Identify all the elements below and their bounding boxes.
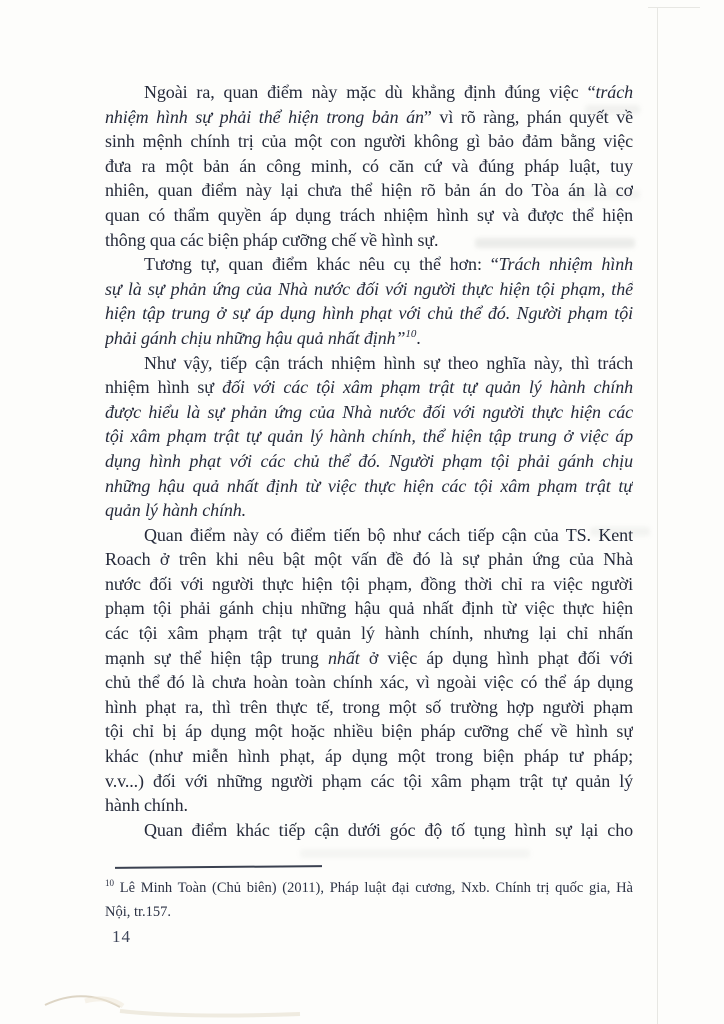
text-segment: ” vì rõ ràng, phán quyết về — [423, 106, 633, 127]
text-line — [105, 449, 633, 474]
text-line — [105, 154, 633, 179]
text-segment: đối với các tội xâm phạm trật tự quản lý hành chính — [222, 377, 633, 398]
bleed-smudge — [300, 849, 530, 858]
text-segment: tội xâm phạm trật tự quản lý hành chính, thể hiện tập trung ở việc áp — [105, 426, 633, 447]
text-line — [105, 277, 633, 302]
text-segment: phạm tội phải gánh chịu những hậu quả nhất định từ việc thực hiện — [105, 598, 633, 619]
page-edge-right — [657, 8, 658, 1024]
text-line — [105, 178, 633, 203]
text-column — [105, 80, 633, 842]
text-segment: . — [416, 327, 421, 348]
text-segment: Lê Minh Toàn (Chủ biên) (2011), Pháp luật đại cương, Nxb. Chính trị quốc gia, Hà — [114, 880, 633, 896]
text-line — [105, 596, 633, 621]
text-line — [105, 252, 633, 277]
text-line — [105, 900, 633, 924]
text-line — [105, 876, 633, 900]
text-segment: đưa ra một bản án công minh, có căn cứ và đúng pháp luật, tuy — [105, 155, 633, 176]
text-line — [105, 547, 633, 572]
text-line — [105, 80, 633, 105]
text-segment: nhiệm hình sự — [105, 377, 223, 398]
text-segment: chủ thể đó là chưa hoàn toàn chính xác, vì ngoài việc có thể áp dụng — [105, 672, 633, 693]
text-line — [105, 129, 633, 154]
text-line — [105, 203, 633, 228]
text-segment: dụng hình phạt với các chủ thể đó. Người phạm tội phải gánh chịu — [105, 450, 633, 471]
scan-artifact-curve — [25, 983, 325, 1023]
text-segment: các tội xâm phạm trật tự quản lý hành chính, nhưng lại chỉ nhấn — [105, 623, 633, 644]
text-segment: hình phạt ra, thì trên thực tế, trong một số trường hợp người phạm — [105, 696, 633, 717]
text-segment: sự là sự phản ứng của Nhà nước đối với người thực hiện tội phạm, thể — [105, 278, 633, 299]
paragraph — [105, 523, 633, 818]
text-line — [105, 719, 633, 744]
text-segment: những hậu quả nhất định từ việc thực hiện các tội xâm phạm trật tự — [105, 475, 633, 496]
page-corner-mark — [648, 7, 700, 8]
text-segment: nhiệm hình sự phải thể hiện trong bản án — [105, 106, 424, 127]
text-line — [105, 572, 633, 597]
text-line — [105, 793, 633, 818]
paragraph — [105, 252, 633, 350]
footnote-separator — [115, 865, 322, 869]
text-segment: Tương tự, quan điểm khác nêu cụ thể hơn: “ — [144, 254, 499, 275]
text-line — [105, 646, 633, 671]
text-segment: phải gánh chịu những hậu quả nhất định” — [105, 327, 406, 348]
text-segment: 10 — [405, 327, 417, 340]
text-line — [105, 228, 633, 253]
text-segment: v.v...) đối với những người phạm các tội xâm phạm trật tự quản lý — [105, 770, 633, 791]
text-segment: nhất — [328, 647, 360, 668]
text-segment: Ngoài ra, quan điểm này mặc dù khẳng định đúng việc “ — [144, 82, 596, 102]
text-segment: trách — [595, 82, 633, 102]
text-line — [105, 769, 633, 794]
text-line — [105, 621, 633, 646]
paragraph — [105, 818, 633, 843]
text-line — [105, 498, 633, 523]
text-segment: quản lý hành chính. — [105, 500, 247, 521]
text-segment: Như vậy, tiếp cận trách nhiệm hình sự theo nghĩa này, thì trách — [144, 352, 633, 373]
text-segment: nhiên, quan điểm này lại chưa thể hiện rõ bản án do Tòa án là cơ — [105, 180, 633, 201]
text-segment: mạnh sự thể hiện tập trung — [105, 647, 329, 668]
text-line — [105, 400, 633, 425]
text-line — [105, 301, 633, 326]
paragraph — [105, 351, 633, 523]
text-segment: Nội, tr.157. — [105, 904, 172, 920]
text-line — [105, 326, 633, 351]
text-line — [105, 670, 633, 695]
text-line — [105, 424, 633, 449]
text-line — [105, 695, 633, 720]
text-line — [105, 375, 633, 400]
text-segment: Roach ở trên khi nêu bật một vấn đề đó là sự phản ứng của Nhà — [105, 549, 633, 570]
text-segment: khác (như miễn hình phạt, áp dụng một trong biện pháp tư pháp; — [105, 746, 633, 767]
text-line — [105, 744, 633, 769]
text-segment: hiện tập trung ở sự áp dụng hình phạt với chủ thể đó. Người phạm tội — [105, 303, 633, 324]
text-line — [105, 351, 633, 376]
footnote — [105, 876, 633, 924]
text-segment: ở việc áp dụng hình phạt đối với — [359, 647, 633, 668]
text-segment: Quan điểm khác tiếp cận dưới góc độ tố tụng hình sự lại cho — [144, 819, 633, 840]
text-segment: nước đối với người thực hiện tội phạm, đồng thời chỉ ra việc người — [105, 573, 633, 594]
text-line — [105, 523, 633, 548]
text-segment: thông qua các biện pháp cưỡng chế về hình sự. — [105, 229, 439, 250]
page-number: 14 — [112, 927, 131, 946]
text-segment: được hiểu là sự phản ứng của Nhà nước đối với người thực hiện các — [105, 401, 633, 422]
text-segment: Quan điểm này có điểm tiến bộ như cách tiếp cận của TS. Kent — [144, 524, 633, 545]
text-segment: quan có thẩm quyền áp dụng trách nhiệm hình sự và được thể hiện — [105, 204, 633, 225]
text-segment: tội chỉ bị áp dụng một hoặc nhiều biện pháp cưỡng chế về hình sự — [105, 721, 633, 742]
text-segment: 10 — [105, 878, 114, 889]
paragraph — [105, 80, 633, 252]
text-segment: Trách nhiệm hình — [498, 254, 633, 275]
text-line — [105, 105, 633, 130]
text-line — [105, 474, 633, 499]
text-line — [105, 818, 633, 843]
text-segment: sinh mệnh chính trị của một con người không gì bảo đảm bằng việc — [105, 131, 633, 152]
text-segment: hành chính. — [105, 795, 188, 816]
